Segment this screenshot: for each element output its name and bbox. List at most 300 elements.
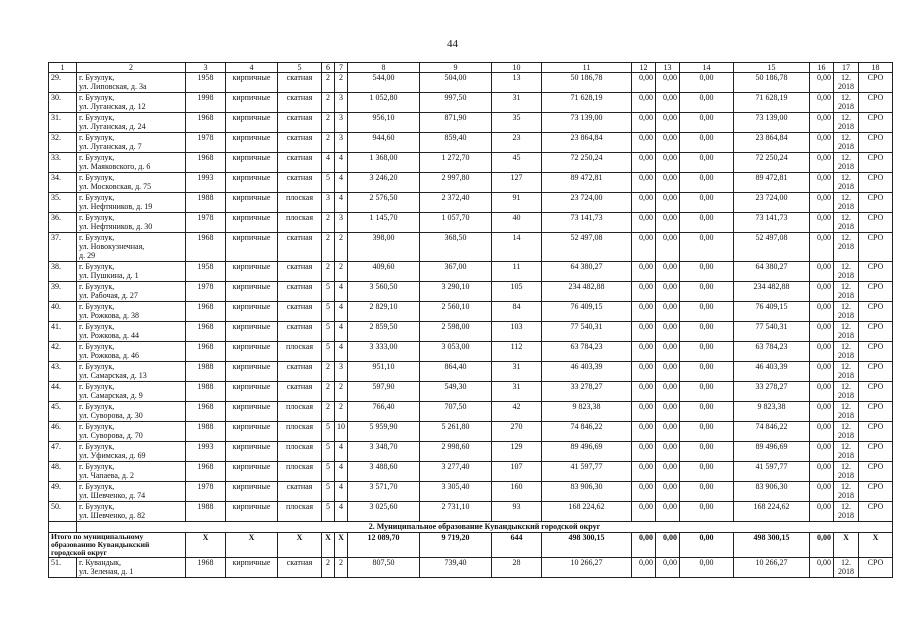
value-cell: 0,00 <box>680 113 734 133</box>
entrances-cell: 2 <box>335 402 348 422</box>
address-cell: г. Бузулук, ул. Нефтяников, д. 19 <box>77 193 186 213</box>
value-cell: 0,00 <box>656 133 680 153</box>
material-cell: кирпичные <box>226 193 278 213</box>
cost-cell: 77 540,31 <box>734 322 810 342</box>
floors-cell: 2 <box>322 558 335 578</box>
roof-cell: скатная <box>278 558 322 578</box>
cost-cell: 63 784,23 <box>542 342 632 362</box>
method-cell: СРО <box>859 113 893 133</box>
value-cell: 0,00 <box>632 133 656 153</box>
residents-cell: 45 <box>492 153 542 173</box>
row-number: 37. <box>49 233 77 262</box>
total-area-cell: 3 560,50 <box>348 282 420 302</box>
total-cell: 0,00 <box>656 533 680 558</box>
cost-cell: 72 250,24 <box>542 153 632 173</box>
total-cell: X <box>335 533 348 558</box>
value-cell: 0,00 <box>680 342 734 362</box>
cost-cell: 63 784,23 <box>734 342 810 362</box>
value-cell: 0,00 <box>810 133 834 153</box>
column-number: 1 <box>49 63 77 73</box>
residents-cell: 93 <box>492 502 542 522</box>
living-area-cell: 707,50 <box>420 402 492 422</box>
living-area-cell: 3 053,00 <box>420 342 492 362</box>
column-number: 2 <box>77 63 186 73</box>
table-row <box>49 153 893 173</box>
entrances-cell: 4 <box>335 342 348 362</box>
floors-cell: 5 <box>322 482 335 502</box>
material-cell: кирпичные <box>226 233 278 262</box>
entrances-cell: 3 <box>335 213 348 233</box>
value-cell: 0,00 <box>632 113 656 133</box>
value-cell: 0,00 <box>680 382 734 402</box>
total-area-cell: 944,60 <box>348 133 420 153</box>
table-row <box>49 462 893 482</box>
date-cell: 12. 2018 <box>834 173 859 193</box>
value-cell: 0,00 <box>680 322 734 342</box>
cost-cell: 76 409,15 <box>734 302 810 322</box>
method-cell: СРО <box>859 262 893 282</box>
value-cell: 0,00 <box>680 482 734 502</box>
cost-cell: 73 141,73 <box>734 213 810 233</box>
section-row <box>49 522 893 533</box>
table-body <box>49 63 893 578</box>
cost-cell: 52 497,08 <box>542 233 632 262</box>
living-area-cell: 5 261,80 <box>420 422 492 442</box>
value-cell: 0,00 <box>680 302 734 322</box>
value-cell: 0,00 <box>656 173 680 193</box>
row-number: 32. <box>49 133 77 153</box>
material-cell: кирпичные <box>226 302 278 322</box>
total-area-cell: 951,10 <box>348 362 420 382</box>
column-number: 10 <box>492 63 542 73</box>
cost-cell: 71 628,19 <box>542 93 632 113</box>
floors-cell: 5 <box>322 422 335 442</box>
row-number: 41. <box>49 322 77 342</box>
year-cell: 1988 <box>186 362 226 382</box>
value-cell: 0,00 <box>632 322 656 342</box>
value-cell: 0,00 <box>680 153 734 173</box>
cost-cell: 83 906,30 <box>734 482 810 502</box>
date-cell: 12. 2018 <box>834 322 859 342</box>
total-cell: 498 300,15 <box>542 533 632 558</box>
method-cell: СРО <box>859 302 893 322</box>
year-cell: 1993 <box>186 173 226 193</box>
year-cell: 1968 <box>186 558 226 578</box>
total-area-cell: 766,40 <box>348 402 420 422</box>
material-cell: кирпичные <box>226 558 278 578</box>
value-cell: 0,00 <box>656 502 680 522</box>
method-cell: СРО <box>859 382 893 402</box>
material-cell: кирпичные <box>226 402 278 422</box>
row-number: 38. <box>49 262 77 282</box>
year-cell: 1978 <box>186 213 226 233</box>
value-cell: 0,00 <box>656 93 680 113</box>
address-cell: г. Бузулук, ул. Суворова, д. 30 <box>77 402 186 422</box>
row-number: 31. <box>49 113 77 133</box>
total-area-cell: 409,60 <box>348 262 420 282</box>
entrances-cell: 4 <box>335 153 348 173</box>
address-cell: г. Бузулук, ул. Московская, д. 75 <box>77 173 186 193</box>
table-row <box>49 422 893 442</box>
address-cell: г. Бузулук, ул. Новокузнечная, д. 29 <box>77 233 186 262</box>
material-cell: кирпичные <box>226 362 278 382</box>
living-area-cell: 3 305,40 <box>420 482 492 502</box>
table-row <box>49 282 893 302</box>
roof-cell: скатная <box>278 382 322 402</box>
total-cell: 9 719,20 <box>420 533 492 558</box>
page-number: 44 <box>447 38 458 50</box>
entrances-cell: 3 <box>335 133 348 153</box>
year-cell: 1988 <box>186 193 226 213</box>
value-cell: 0,00 <box>810 382 834 402</box>
value-cell: 0,00 <box>632 213 656 233</box>
floors-cell: 2 <box>322 93 335 113</box>
material-cell: кирпичные <box>226 502 278 522</box>
entrances-cell: 4 <box>335 173 348 193</box>
value-cell: 0,00 <box>656 282 680 302</box>
total-cell: 644 <box>492 533 542 558</box>
cost-cell: 89 496,69 <box>542 442 632 462</box>
floors-cell: 2 <box>322 362 335 382</box>
residents-cell: 107 <box>492 462 542 482</box>
row-number: 48. <box>49 462 77 482</box>
residents-cell: 84 <box>492 302 542 322</box>
cost-cell: 64 380,27 <box>734 262 810 282</box>
cost-cell: 89 472,81 <box>542 173 632 193</box>
floors-cell: 2 <box>322 233 335 262</box>
value-cell: 0,00 <box>656 153 680 173</box>
total-cell: 0,00 <box>632 533 656 558</box>
column-number: 5 <box>278 63 322 73</box>
row-number: 30. <box>49 93 77 113</box>
total-cell: X <box>226 533 278 558</box>
material-cell: кирпичные <box>226 262 278 282</box>
living-area-cell: 367,00 <box>420 262 492 282</box>
date-cell: 12. 2018 <box>834 442 859 462</box>
address-cell: г. Бузулук, ул. Самарская, д. 13 <box>77 362 186 382</box>
living-area-cell: 2 598,00 <box>420 322 492 342</box>
method-cell: СРО <box>859 402 893 422</box>
roof-cell: скатная <box>278 133 322 153</box>
value-cell: 0,00 <box>632 173 656 193</box>
method-cell: СРО <box>859 322 893 342</box>
value-cell: 0,00 <box>680 442 734 462</box>
value-cell: 0,00 <box>656 113 680 133</box>
total-area-cell: 398,00 <box>348 233 420 262</box>
entrances-cell: 3 <box>335 93 348 113</box>
value-cell: 0,00 <box>810 442 834 462</box>
floors-cell: 4 <box>322 153 335 173</box>
value-cell: 0,00 <box>810 322 834 342</box>
material-cell: кирпичные <box>226 113 278 133</box>
material-cell: кирпичные <box>226 322 278 342</box>
row-number: 51. <box>49 558 77 578</box>
value-cell: 0,00 <box>810 402 834 422</box>
roof-cell: скатная <box>278 482 322 502</box>
roof-cell: скатная <box>278 362 322 382</box>
residents-cell: 112 <box>492 342 542 362</box>
living-area-cell: 504,00 <box>420 73 492 93</box>
roof-cell: скатная <box>278 153 322 173</box>
cost-cell: 74 846,22 <box>734 422 810 442</box>
value-cell: 0,00 <box>810 558 834 578</box>
value-cell: 0,00 <box>656 482 680 502</box>
value-cell: 0,00 <box>680 362 734 382</box>
method-cell: СРО <box>859 502 893 522</box>
section-title: 2. Муниципальное образование Кувандыкский городской округ <box>77 522 893 533</box>
material-cell: кирпичные <box>226 422 278 442</box>
material-cell: кирпичные <box>226 342 278 362</box>
value-cell: 0,00 <box>656 322 680 342</box>
address-cell: г. Бузулук, ул. Шевченко, д. 74 <box>77 482 186 502</box>
total-area-cell: 3 246,20 <box>348 173 420 193</box>
roof-cell: плоская <box>278 402 322 422</box>
value-cell: 0,00 <box>632 153 656 173</box>
address-cell: г. Бузулук, ул. Пушкина, д. 1 <box>77 262 186 282</box>
value-cell: 0,00 <box>680 213 734 233</box>
living-area-cell: 2 560,10 <box>420 302 492 322</box>
date-cell: 12. 2018 <box>834 558 859 578</box>
method-cell: СРО <box>859 482 893 502</box>
method-cell: СРО <box>859 173 893 193</box>
cost-cell: 89 472,81 <box>734 173 810 193</box>
address-cell: г. Бузулук, ул. Шевченко, д. 82 <box>77 502 186 522</box>
floors-cell: 5 <box>322 282 335 302</box>
address-cell: г. Бузулук, ул. Липовская, д. 3а <box>77 73 186 93</box>
value-cell: 0,00 <box>810 213 834 233</box>
living-area-cell: 2 998,60 <box>420 442 492 462</box>
row-number: 50. <box>49 502 77 522</box>
residents-cell: 31 <box>492 382 542 402</box>
cost-cell: 33 278,27 <box>734 382 810 402</box>
address-cell: г. Бузулук, ул. Рожкова, д. 44 <box>77 322 186 342</box>
cost-cell: 73 139,00 <box>734 113 810 133</box>
address-cell: г. Бузулук, ул. Чапаева, д. 2 <box>77 462 186 482</box>
total-area-cell: 1 368,00 <box>348 153 420 173</box>
date-cell: 12. 2018 <box>834 482 859 502</box>
cost-cell: 234 482,88 <box>734 282 810 302</box>
residents-cell: 160 <box>492 482 542 502</box>
table-row <box>49 113 893 133</box>
row-number: 44. <box>49 382 77 402</box>
roof-cell: скатная <box>278 73 322 93</box>
value-cell: 0,00 <box>680 422 734 442</box>
total-area-cell: 1 052,80 <box>348 93 420 113</box>
residents-cell: 31 <box>492 93 542 113</box>
floors-cell: 2 <box>322 213 335 233</box>
entrances-cell: 4 <box>335 442 348 462</box>
value-cell: 0,00 <box>632 382 656 402</box>
cost-cell: 50 186,78 <box>734 73 810 93</box>
total-area-cell: 1 145,70 <box>348 213 420 233</box>
value-cell: 0,00 <box>656 382 680 402</box>
date-cell: 12. 2018 <box>834 233 859 262</box>
cost-cell: 23 724,00 <box>734 193 810 213</box>
value-cell: 0,00 <box>632 402 656 422</box>
value-cell: 0,00 <box>632 442 656 462</box>
row-number: 36. <box>49 213 77 233</box>
row-number: 34. <box>49 173 77 193</box>
date-cell: 12. 2018 <box>834 402 859 422</box>
date-cell: 12. 2018 <box>834 302 859 322</box>
floors-cell: 5 <box>322 342 335 362</box>
total-area-cell: 2 859,50 <box>348 322 420 342</box>
roof-cell: скатная <box>278 282 322 302</box>
floors-cell: 5 <box>322 322 335 342</box>
table-row <box>49 442 893 462</box>
total-area-cell: 3 488,60 <box>348 462 420 482</box>
method-cell: СРО <box>859 342 893 362</box>
year-cell: 1998 <box>186 93 226 113</box>
floors-cell: 5 <box>322 173 335 193</box>
cost-cell: 23 724,00 <box>542 193 632 213</box>
value-cell: 0,00 <box>680 233 734 262</box>
value-cell: 0,00 <box>656 362 680 382</box>
value-cell: 0,00 <box>632 233 656 262</box>
cost-cell: 41 597,77 <box>734 462 810 482</box>
address-cell: г. Бузулук, ул. Луганская, д. 12 <box>77 93 186 113</box>
total-area-cell: 807,50 <box>348 558 420 578</box>
column-number: 11 <box>542 63 632 73</box>
floors-cell: 3 <box>322 193 335 213</box>
column-number: 14 <box>680 63 734 73</box>
roof-cell: скатная <box>278 113 322 133</box>
row-number: 42. <box>49 342 77 362</box>
residents-cell: 35 <box>492 113 542 133</box>
total-row <box>49 533 893 558</box>
address-cell: г. Бузулук, ул. Маяковского, д. 6 <box>77 153 186 173</box>
table-cell <box>49 522 77 533</box>
address-cell: г. Бузулук, ул. Рожкова, д. 38 <box>77 302 186 322</box>
date-cell: 12. 2018 <box>834 113 859 133</box>
address-cell: г. Бузулук, ул. Луганская, д. 24 <box>77 113 186 133</box>
floors-cell: 2 <box>322 113 335 133</box>
entrances-cell: 3 <box>335 113 348 133</box>
value-cell: 0,00 <box>680 502 734 522</box>
material-cell: кирпичные <box>226 173 278 193</box>
total-cell: X <box>834 533 859 558</box>
living-area-cell: 859,40 <box>420 133 492 153</box>
value-cell: 0,00 <box>632 462 656 482</box>
cost-cell: 9 823,38 <box>734 402 810 422</box>
value-cell: 0,00 <box>810 93 834 113</box>
entrances-cell: 10 <box>335 422 348 442</box>
total-area-cell: 3 571,70 <box>348 482 420 502</box>
column-number: 18 <box>859 63 893 73</box>
value-cell: 0,00 <box>810 282 834 302</box>
residents-cell: 105 <box>492 282 542 302</box>
total-cell: X <box>322 533 335 558</box>
total-cell: 0,00 <box>680 533 734 558</box>
value-cell: 0,00 <box>632 482 656 502</box>
method-cell: СРО <box>859 442 893 462</box>
living-area-cell: 1 272,70 <box>420 153 492 173</box>
row-number: 39. <box>49 282 77 302</box>
value-cell: 0,00 <box>680 73 734 93</box>
roof-cell: плоская <box>278 502 322 522</box>
value-cell: 0,00 <box>810 262 834 282</box>
method-cell: СРО <box>859 282 893 302</box>
residents-cell: 127 <box>492 173 542 193</box>
entrances-cell: 2 <box>335 233 348 262</box>
value-cell: 0,00 <box>656 262 680 282</box>
total-cell: X <box>278 533 322 558</box>
date-cell: 12. 2018 <box>834 73 859 93</box>
value-cell: 0,00 <box>632 362 656 382</box>
value-cell: 0,00 <box>810 193 834 213</box>
living-area-cell: 2 997,80 <box>420 173 492 193</box>
address-cell: г. Бузулук, ул. Рабочая, д. 27 <box>77 282 186 302</box>
cost-cell: 83 906,30 <box>542 482 632 502</box>
floors-cell: 2 <box>322 382 335 402</box>
method-cell: СРО <box>859 193 893 213</box>
roof-cell: плоская <box>278 422 322 442</box>
year-cell: 1968 <box>186 322 226 342</box>
method-cell: СРО <box>859 233 893 262</box>
residents-cell: 28 <box>492 558 542 578</box>
entrances-cell: 2 <box>335 382 348 402</box>
floors-cell: 2 <box>322 262 335 282</box>
living-area-cell: 1 057,70 <box>420 213 492 233</box>
total-area-cell: 3 025,60 <box>348 502 420 522</box>
living-area-cell: 739,40 <box>420 558 492 578</box>
residents-cell: 103 <box>492 322 542 342</box>
value-cell: 0,00 <box>632 282 656 302</box>
floors-cell: 5 <box>322 302 335 322</box>
table-row <box>49 193 893 213</box>
entrances-cell: 2 <box>335 73 348 93</box>
total-cell: 12 089,70 <box>348 533 420 558</box>
table-row <box>49 73 893 93</box>
method-cell: СРО <box>859 362 893 382</box>
value-cell: 0,00 <box>680 262 734 282</box>
living-area-cell: 3 290,10 <box>420 282 492 302</box>
cost-cell: 76 409,15 <box>542 302 632 322</box>
residents-cell: 91 <box>492 193 542 213</box>
cost-cell: 23 864,84 <box>542 133 632 153</box>
residents-cell: 129 <box>492 442 542 462</box>
cost-cell: 41 597,77 <box>542 462 632 482</box>
value-cell: 0,00 <box>680 282 734 302</box>
year-cell: 1968 <box>186 302 226 322</box>
cost-cell: 46 403,39 <box>542 362 632 382</box>
value-cell: 0,00 <box>680 93 734 113</box>
column-number: 8 <box>348 63 420 73</box>
roof-cell: плоская <box>278 193 322 213</box>
entrances-cell: 4 <box>335 462 348 482</box>
cost-cell: 9 823,38 <box>542 402 632 422</box>
value-cell: 0,00 <box>656 442 680 462</box>
roof-cell: скатная <box>278 173 322 193</box>
cost-cell: 89 496,69 <box>734 442 810 462</box>
table-row <box>49 262 893 282</box>
residents-cell: 40 <box>492 213 542 233</box>
roof-cell: скатная <box>278 322 322 342</box>
total-area-cell: 2 576,50 <box>348 193 420 213</box>
entrances-cell: 3 <box>335 362 348 382</box>
method-cell: СРО <box>859 462 893 482</box>
year-cell: 1978 <box>186 282 226 302</box>
residents-cell: 23 <box>492 133 542 153</box>
entrances-cell: 4 <box>335 482 348 502</box>
table-row <box>49 133 893 153</box>
year-cell: 1978 <box>186 482 226 502</box>
date-cell: 12. 2018 <box>834 462 859 482</box>
column-number: 4 <box>226 63 278 73</box>
value-cell: 0,00 <box>656 213 680 233</box>
living-area-cell: 997,50 <box>420 93 492 113</box>
living-area-cell: 368,50 <box>420 233 492 262</box>
